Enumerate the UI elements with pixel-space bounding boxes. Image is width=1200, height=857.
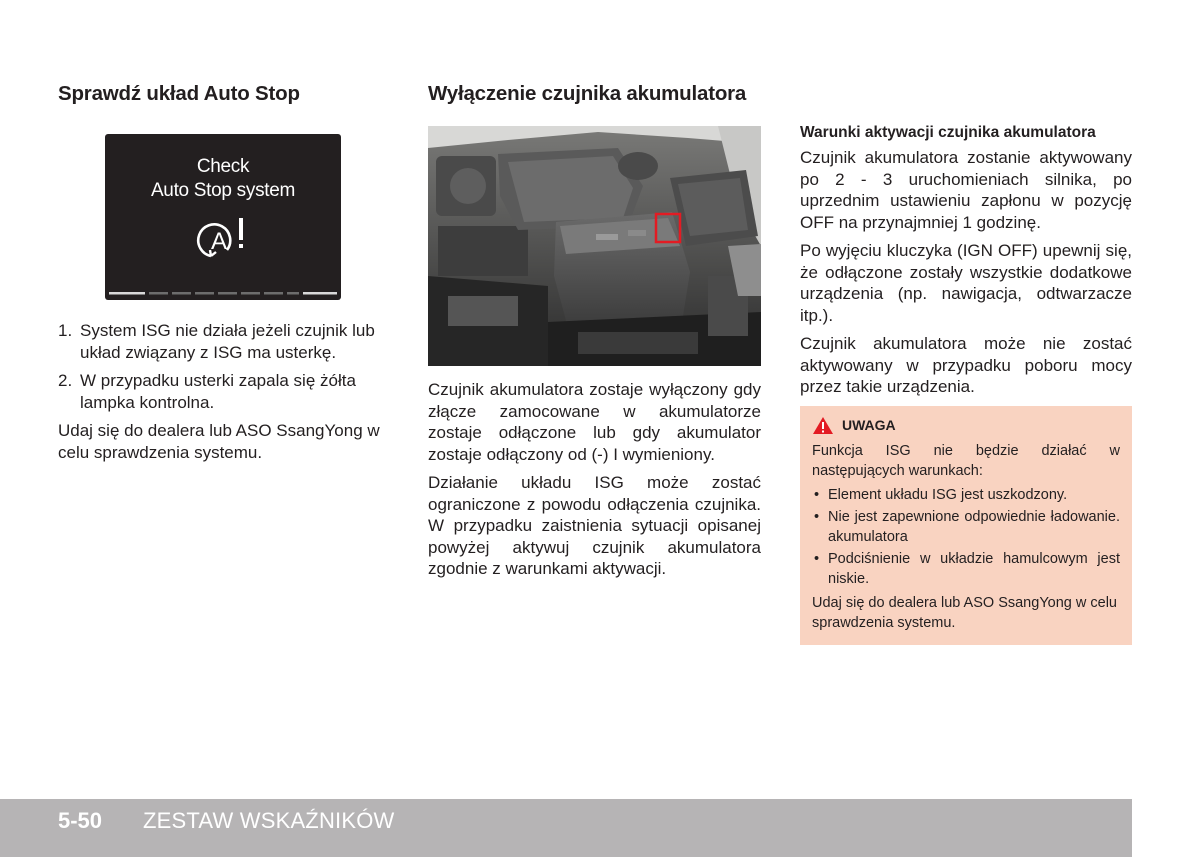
display-line-1: Check <box>196 156 250 177</box>
bullet-dot: • <box>814 550 820 567</box>
display-line-2: Auto Stop system <box>150 180 296 201</box>
warning-outro: Udaj się do dealera lub ASO SsangYong w celu sprawdzenia systemu. <box>812 594 1117 631</box>
page-footer <box>0 799 1132 857</box>
warning-bullet-text: Podciśnienie w układzie hamulcowym jest niskie. <box>828 550 1120 587</box>
dealer-note: Udaj się do dealera lub ASO SsangYong w celu sprawdzenia systemu. <box>58 421 380 462</box>
paragraph: Czujnik akumulatora zostanie aktywowany po 2 - 3 uruchomieniach silnika, po uprzednim ustawieniu zapłonu w pozycję OFF na przynajmniej 1 godzinę. <box>800 148 1132 232</box>
paragraph: Po wyjęciu kluczyka (IGN OFF) upewnij się, że odłączone zostały wszystkie dodatkowe urządzenia (np. nawigacja, odtwarzacze itp.). <box>800 241 1132 325</box>
fault-list <box>58 320 390 470</box>
section-heading-auto-stop: Sprawdź układ Auto Stop <box>58 82 300 105</box>
section-title: ZESTAW WSKAŹNIKÓW <box>143 808 395 833</box>
left-column <box>58 82 390 462</box>
list-text: System ISG nie działa jeżeli czujnik lub układ związany z ISG ma usterkę. <box>80 321 375 362</box>
warning-bullet <box>812 507 1120 547</box>
list-number: 1. <box>58 321 73 340</box>
warning-bullet <box>812 485 1120 505</box>
activation-conditions-heading: Warunki aktywacji czujnika akumulatora <box>800 124 1096 141</box>
auto-stop-warning-icon <box>193 214 263 266</box>
paragraph: Czujnik akumulatora zostaje wyłączony gdy złącze zamocowane w akumulatorze zostaje odłączone lub gdy akumulator zostaje odłączony od (-) I wymieniony. <box>428 380 761 464</box>
list-text: W przypadku usterki zapala się żółta lampka kontrolna. <box>80 371 356 412</box>
right-column <box>800 122 1132 645</box>
warning-box <box>800 406 1132 645</box>
paragraph: Działanie układu ISG może zostać ograniczone z powodu odłączenia czujnika. W przypadku zaistnienia sytuacji opisanej powyżej aktywuj czujnik akumulatora zgodnie z warunkami aktywacji. <box>428 473 761 578</box>
engine-bay-photo <box>428 126 761 366</box>
svg-text:A: A <box>210 228 228 255</box>
display-bottom-indicator-bar <box>105 286 341 300</box>
paragraph: Czujnik akumulatora może nie zostać aktywowany w przypadku poboru mocy przez takie urządzenia. <box>800 334 1132 396</box>
bullet-dot: • <box>814 508 820 525</box>
list-number: 2. <box>58 371 73 390</box>
warning-triangle-icon <box>812 416 834 435</box>
warning-bullet-text: Element układu ISG jest uszkodzony. <box>828 486 1068 503</box>
list-item <box>58 320 390 363</box>
warning-bullet-text: Nie jest zapewnione odpowiednie ładowanie. akumulatora <box>828 508 1120 545</box>
auto-stop-display-panel <box>105 134 341 300</box>
list-item <box>58 370 390 413</box>
warning-title-text: UWAGA <box>842 417 896 433</box>
warning-intro: Funkcja ISG nie będzie działać w następujących warunkach: <box>812 442 1120 479</box>
page-number: 5-50 <box>58 808 103 833</box>
bullet-dot: • <box>814 486 820 503</box>
middle-column <box>428 82 761 578</box>
warning-title <box>812 416 1120 435</box>
warning-bullet <box>812 549 1120 589</box>
battery-sensor-text <box>428 379 761 587</box>
section-heading-battery-sensor: Wyłączenie czujnika akumulatora <box>428 82 747 105</box>
